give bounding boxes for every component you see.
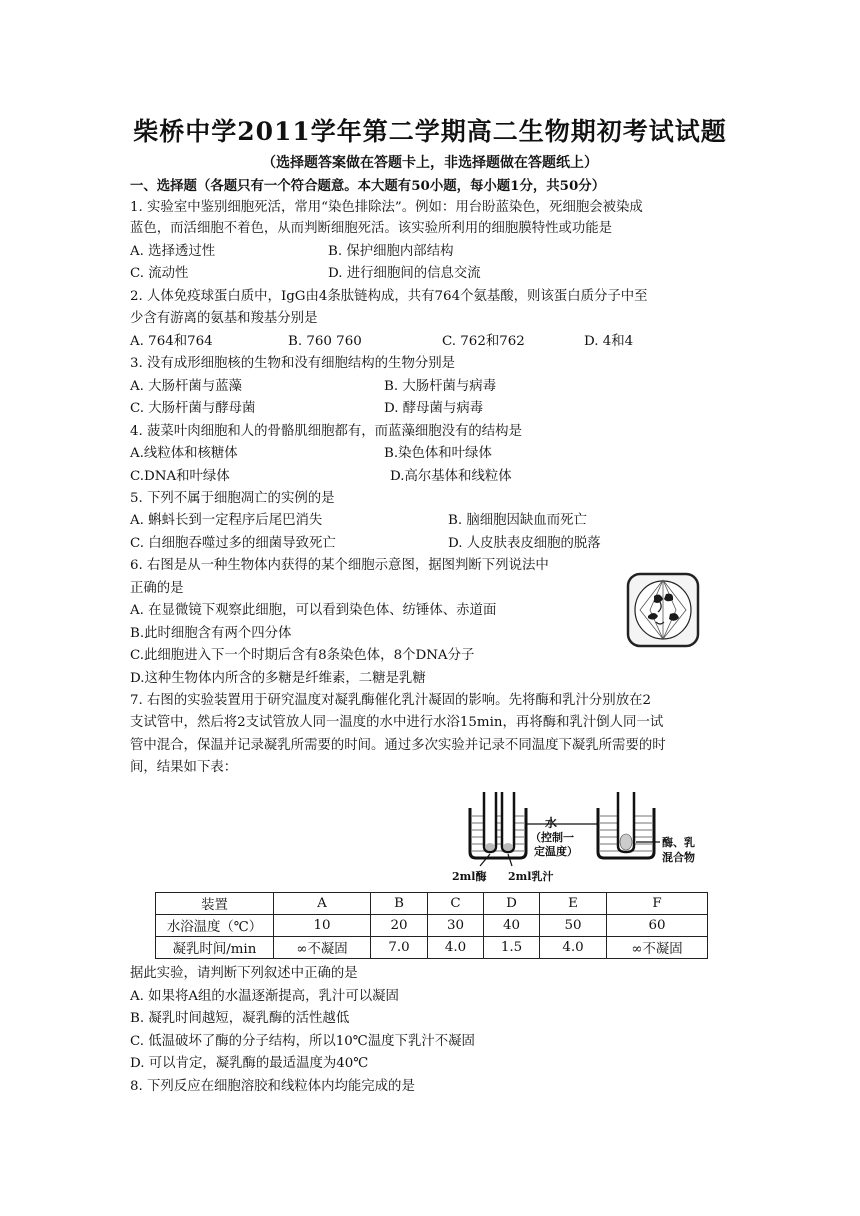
q6-option-b: B.此时细胞含有两个四分体 (130, 626, 292, 641)
q1-option-a: A. 选择透过性 (130, 244, 216, 259)
table-cell: 1.5 (484, 937, 540, 959)
q1-stem-line2: 蓝色，而活细胞不着色，从而判断细胞死活。该实验所利用的细胞膜特性或功能是 (130, 221, 613, 236)
q5-option-c: C. 白细胞吞噬过多的细菌导致死亡 (130, 536, 336, 551)
table-cell: 10 (274, 915, 371, 937)
q4-option-a: A.线粒体和核糖体 (130, 446, 238, 461)
q2-option-d: D. 4和4 (584, 334, 634, 349)
q5-stem: 5. 下列不属于细胞凋亡的实例的是 (130, 491, 335, 506)
table-cell: 50 (540, 915, 607, 937)
table-cell: F (607, 893, 708, 915)
table-row (156, 915, 708, 937)
fig-label-milk: 2ml乳汁 (508, 870, 554, 883)
q7-stem-line1: 7. 右图的实验装置用于研究温度对凝乳酶催化乳汁凝固的影响。先将酶和乳汁分别放在2 (130, 693, 652, 708)
q6-option-d: D.这种生物体内所含的多糖是纤维素，二糖是乳糖 (130, 671, 426, 686)
q3-stem: 3. 没有成形细胞核的生物和没有细胞结构的生物分别是 (130, 356, 456, 371)
fig-label-enzyme: 2ml酶 (452, 870, 487, 883)
q6-option-a: A. 在显微镜下观察此细胞，可以看到染色体、纺锤体、赤道面 (130, 603, 497, 618)
table-cell: 凝乳时间/min (156, 937, 274, 959)
q5-option-d: D. 人皮肤表皮细胞的脱落 (448, 536, 601, 551)
page-subtitle: （选择题答案做在答题卡上，非选择题做在答题纸上） (262, 155, 598, 171)
q3-option-a: A. 大肠杆菌与蓝藻 (130, 379, 242, 394)
section-heading: 一、选择题（各题只有一个符合题意。本大题有50小题，每小题1分，共50分） (130, 178, 606, 194)
table-cell: 40 (484, 915, 540, 937)
q8-stem: 8. 下列反应在细胞溶胶和线粒体内均能完成的是 (130, 1079, 415, 1094)
q3-option-c: C. 大肠杆菌与酵母菌 (130, 401, 256, 416)
q6-stem-line2: 正确的是 (130, 581, 184, 596)
table-cell: 4.0 (428, 937, 484, 959)
table-cell: 装置 (156, 893, 274, 915)
q7-stem-line2: 支试管中，然后将2支试管放人同一温度的水中进行水浴15min，再将酶和乳汁倒人同一试 (130, 715, 664, 730)
table-cell: 4.0 (540, 937, 607, 959)
q7-option-c: C. 低温破坏了酶的分子结构，所以10℃温度下乳汁不凝固 (130, 1034, 475, 1049)
q6-stem-line1: 6. 右图是从一种生物体内获得的某个细胞示意图，据图判断下列说法中 (130, 558, 549, 573)
q2-option-c: C. 762和762 (442, 334, 525, 349)
q7-after-table: 据此实验，请判断下列叙述中正确的是 (130, 966, 358, 981)
table-cell: 30 (428, 915, 484, 937)
q5-option-b: B. 脑细胞因缺血而死亡 (448, 513, 587, 528)
q6-option-c: C.此细胞进入下一个时期后含有8条染色体，8个DNA分子 (130, 648, 475, 663)
results-table (155, 892, 708, 959)
fig-label-water: 水 (545, 816, 558, 830)
q1-option-b: B. 保护细胞内部结构 (328, 244, 454, 259)
q2-option-b: B. 760 760 (288, 334, 362, 349)
q7-option-a: A. 如果将A组的水温逐渐提高，乳汁可以凝固 (130, 989, 399, 1004)
table-cell: C (428, 893, 484, 915)
table-cell: 7.0 (371, 937, 428, 959)
table-cell: ∞不凝固 (607, 937, 708, 959)
q2-stem-line1: 2. 人体免疫球蛋白质中，IgG由4条肽链构成，共有764个氨基酸，则该蛋白质分子中至 (130, 289, 648, 304)
q4-option-d: D.高尔基体和线粒体 (390, 469, 512, 484)
table-cell: 60 (607, 915, 708, 937)
cell-division-figure (626, 572, 700, 648)
table-cell: A (274, 893, 371, 915)
q1-option-d: D. 进行细胞间的信息交流 (328, 266, 481, 281)
q5-option-a: A. 蝌蚪长到一定程序后尾巴消失 (130, 513, 323, 528)
table-cell: 水浴温度（℃） (156, 915, 274, 937)
page-title: 柴桥中学2011学年第二学期高二生物期初考试试题 (133, 117, 727, 146)
table-cell: E (540, 893, 607, 915)
q7-option-b: B. 凝乳时间越短，凝乳酶的活性越低 (130, 1011, 350, 1026)
q4-option-c: C.DNA和叶绿体 (130, 469, 230, 484)
fig-label-mix-1: 酶、乳 (662, 836, 695, 849)
table-row (156, 893, 708, 915)
q7-stem-line3: 管中混合，保温并记录凝乳所需要的时间。通过多次实验并记录不同温度下凝乳所需要的时 (130, 738, 666, 753)
fig-label-mix-2: 混合物 (662, 851, 695, 864)
q4-option-b: B.染色体和叶绿体 (384, 446, 492, 461)
q7-option-d: D. 可以肯定，凝乳酶的最适温度为40℃ (130, 1056, 369, 1071)
q2-option-a: A. 764和764 (130, 334, 213, 349)
table-cell: B (371, 893, 428, 915)
table-cell: 20 (371, 915, 428, 937)
fig-label-control-1: （控制一 (530, 831, 574, 844)
table-row (156, 937, 708, 959)
q7-stem-line4: 间，结果如下表： (130, 760, 238, 775)
q1-option-c: C. 流动性 (130, 266, 189, 281)
fig-label-control-2: 定温度） (534, 845, 578, 858)
q2-stem-line2: 少含有游离的氨基和羧基分别是 (130, 311, 318, 326)
q1-stem-line1: 1. 实验室中鉴别细胞死活，常用“染色排除法”。例如：用台盼蓝染色，死细胞会被染成 (130, 200, 643, 215)
table-cell: ∞不凝固 (274, 937, 371, 959)
table-cell: D (484, 893, 540, 915)
q3-option-d: D. 酵母菌与病毒 (384, 401, 484, 416)
q3-option-b: B. 大肠杆菌与病毒 (384, 379, 497, 394)
q4-stem: 4. 菠菜叶肉细胞和人的骨骼肌细胞都有，而蓝藻细胞没有的结构是 (130, 424, 522, 439)
